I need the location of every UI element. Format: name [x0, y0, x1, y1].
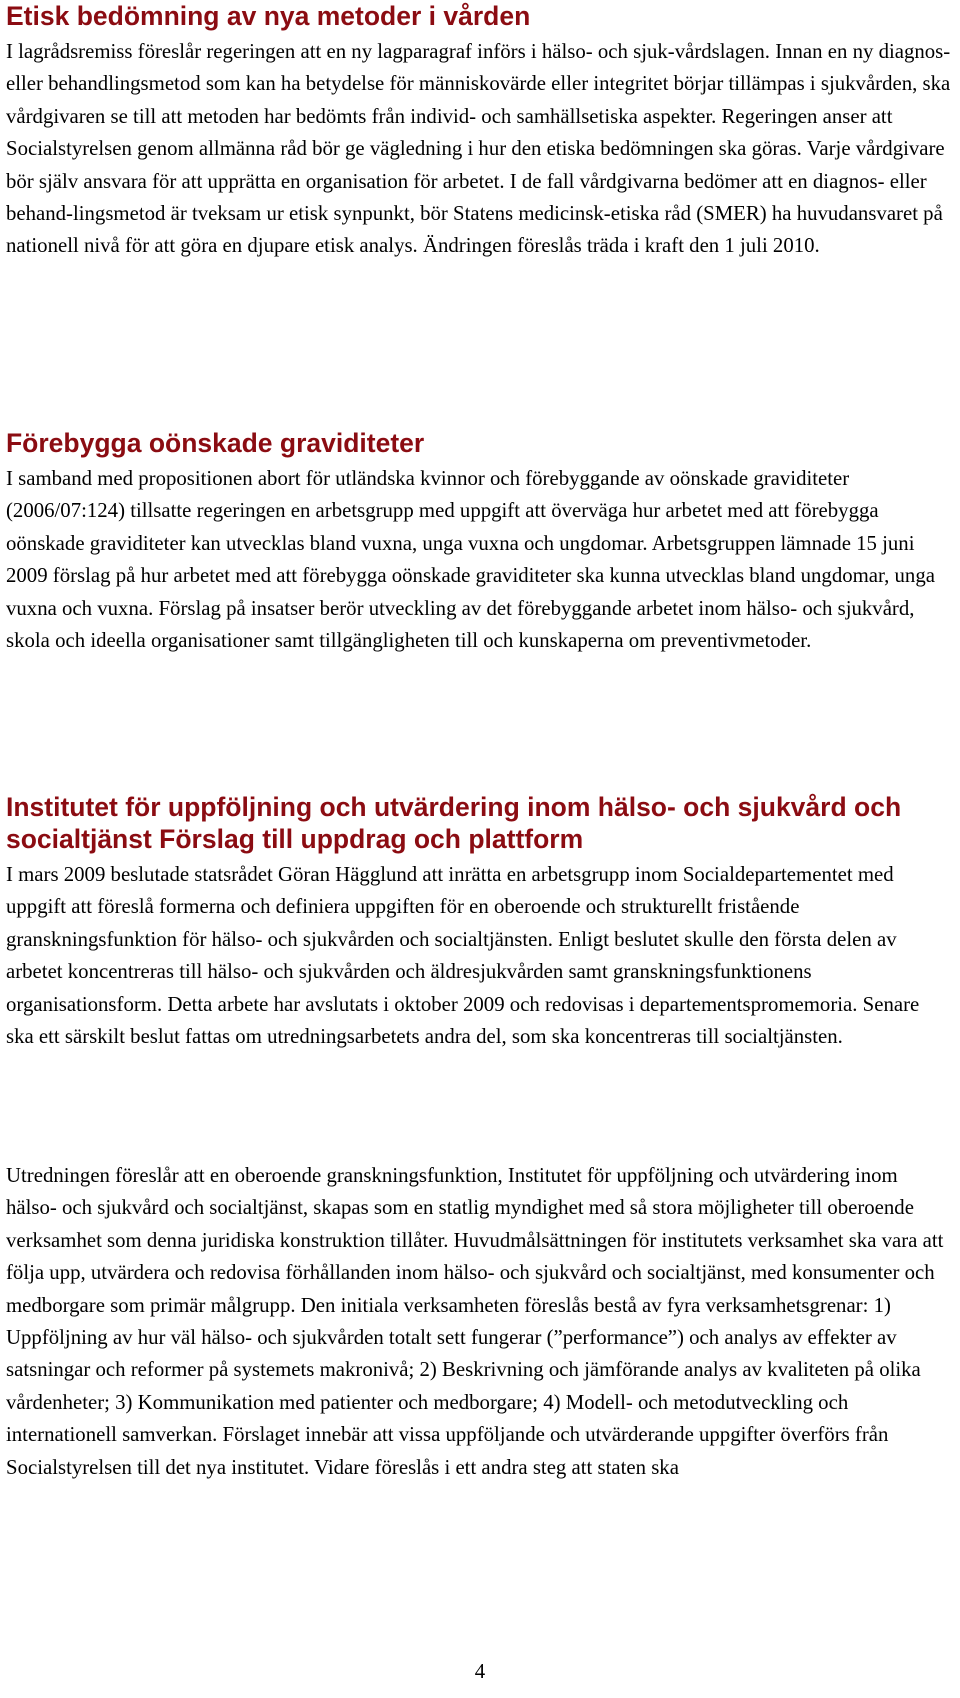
section-etisk-bedomning: [6, 0, 952, 263]
section-body: I mars 2009 beslutade statsrådet Göran Hägglund att inrätta en arbetsgrupp inom Socialdepartementet med uppgift att föreslå formerna och definiera uppgiften för en oberoende och strukturellt fristående granskningsfunktion för hälso- och sjukvården och socialtjänsten. Enligt beslutet skulle den första delen av arbetet koncentreras till hälso- och sjukvården och äldresjukvården samt granskningsfunktionens organisationsform. Detta arbete har avslutats i oktober 2009 och redovisas i departementspromemoria. Senare ska ett särskilt beslut fattas om utredningsarbetets andra del, som ska koncentreras till socialtjänsten.: [6, 863, 920, 1049]
section-body: I samband med propositionen abort för utländska kvinnor och förebyggande av oönskade graviditeter (2006/07:124) tillsatte regeringen en arbetsgrupp med uppgift att överväga hur arbetet med att förebygga oönskade graviditeter kan utvecklas bland vuxna, unga vuxna och ungdomar. Arbetsgruppen lämnade 15 juni 2009 förslag på hur arbetet med att förebygga oönskade graviditeter ska kunna utvecklas bland ungdomar, unga vuxna och vuxna. Förslag på insatser berör utveckling av det förebyggande arbetet inom hälso- och sjukvård, skola och ideella organisationer samt tillgängligheten till och kunskaperna om preventivmetoder.: [6, 467, 935, 653]
section-institutet: [6, 791, 952, 1053]
section-body: I lagrådsremiss föreslår regeringen att en ny lagparagraf införs i hälso- och sjuk-vårdslagen. Innan en ny diagnos- eller behandlingsmetod som kan ha betydelse för människovärde eller integritet börjar tillämpas i sjukvården, ska vårdgivaren se till att metoden har bedömts från individ- och samhällsetiska aspekter. Regeringen anser att Socialstyrelsen genom allmänna råd bör ge vägledning i hur den etiska bedömningen ska göras. Varje vårdgivare bör själv ansvara för att upprätta en organisation för arbetet. I de fall vårdgivarna bedömer att en diagnos- eller behand-lingsmetod är tveksam ur etisk synpunkt, bör Statens medicinsk-etiska råd (SMER) ha huvudansvaret på nationell nivå för att göra en djupare etisk analys. Ändringen föreslås träda i kraft den 1 juli 2010.: [6, 40, 951, 258]
section-heading: Förebygga oönskade graviditeter: [6, 428, 425, 458]
section-heading: Etisk bedömning av nya metoder i vården: [6, 1, 531, 31]
section-utredningen: [6, 1160, 952, 1484]
section-body: Utredningen föreslår att en oberoende granskningsfunktion, Institutet för uppföljning och utvärdering inom hälso- och sjukvård och socialtjänst, skapas som en statlig myndighet med så stora möjligheter till oberoende verksamhet som denna juridiska konstruktion tillåter. Huvudmålsättningen för institutets verksamhet ska vara att följa upp, utvärdera och redovisa förhållanden inom hälso- och sjukvård och socialtjänst, med konsumenter och medborgare som primär målgrupp. Den initiala verksamheten föreslås bestå av fyra verksamhetsgrenar: 1) Uppföljning av hur väl hälso- och sjukvården totalt sett fungerar (”performance”) och analys av effekter av satsningar och reformer på systemets makronivå; 2) Beskrivning och jämförande analys av kvaliteten på olika vårdenheter; 3) Kommunikation med patienter och medborgare; 4) Modell- och metodutveckling och internationell samverkan. Förslaget innebär att vissa uppföljande och utvärderande uppgifter överförs från Socialstyrelsen till det nya institutet. Vidare föreslås i ett andra steg att staten ska: [6, 1164, 944, 1479]
section-forebygga-graviditeter: [6, 427, 952, 657]
page-number: 4: [474, 1660, 486, 1683]
section-heading: Institutet för uppföljning och utvärdering inom hälso- och sjukvård och socialtjänst Förslag till uppdrag och plattform: [6, 792, 902, 854]
